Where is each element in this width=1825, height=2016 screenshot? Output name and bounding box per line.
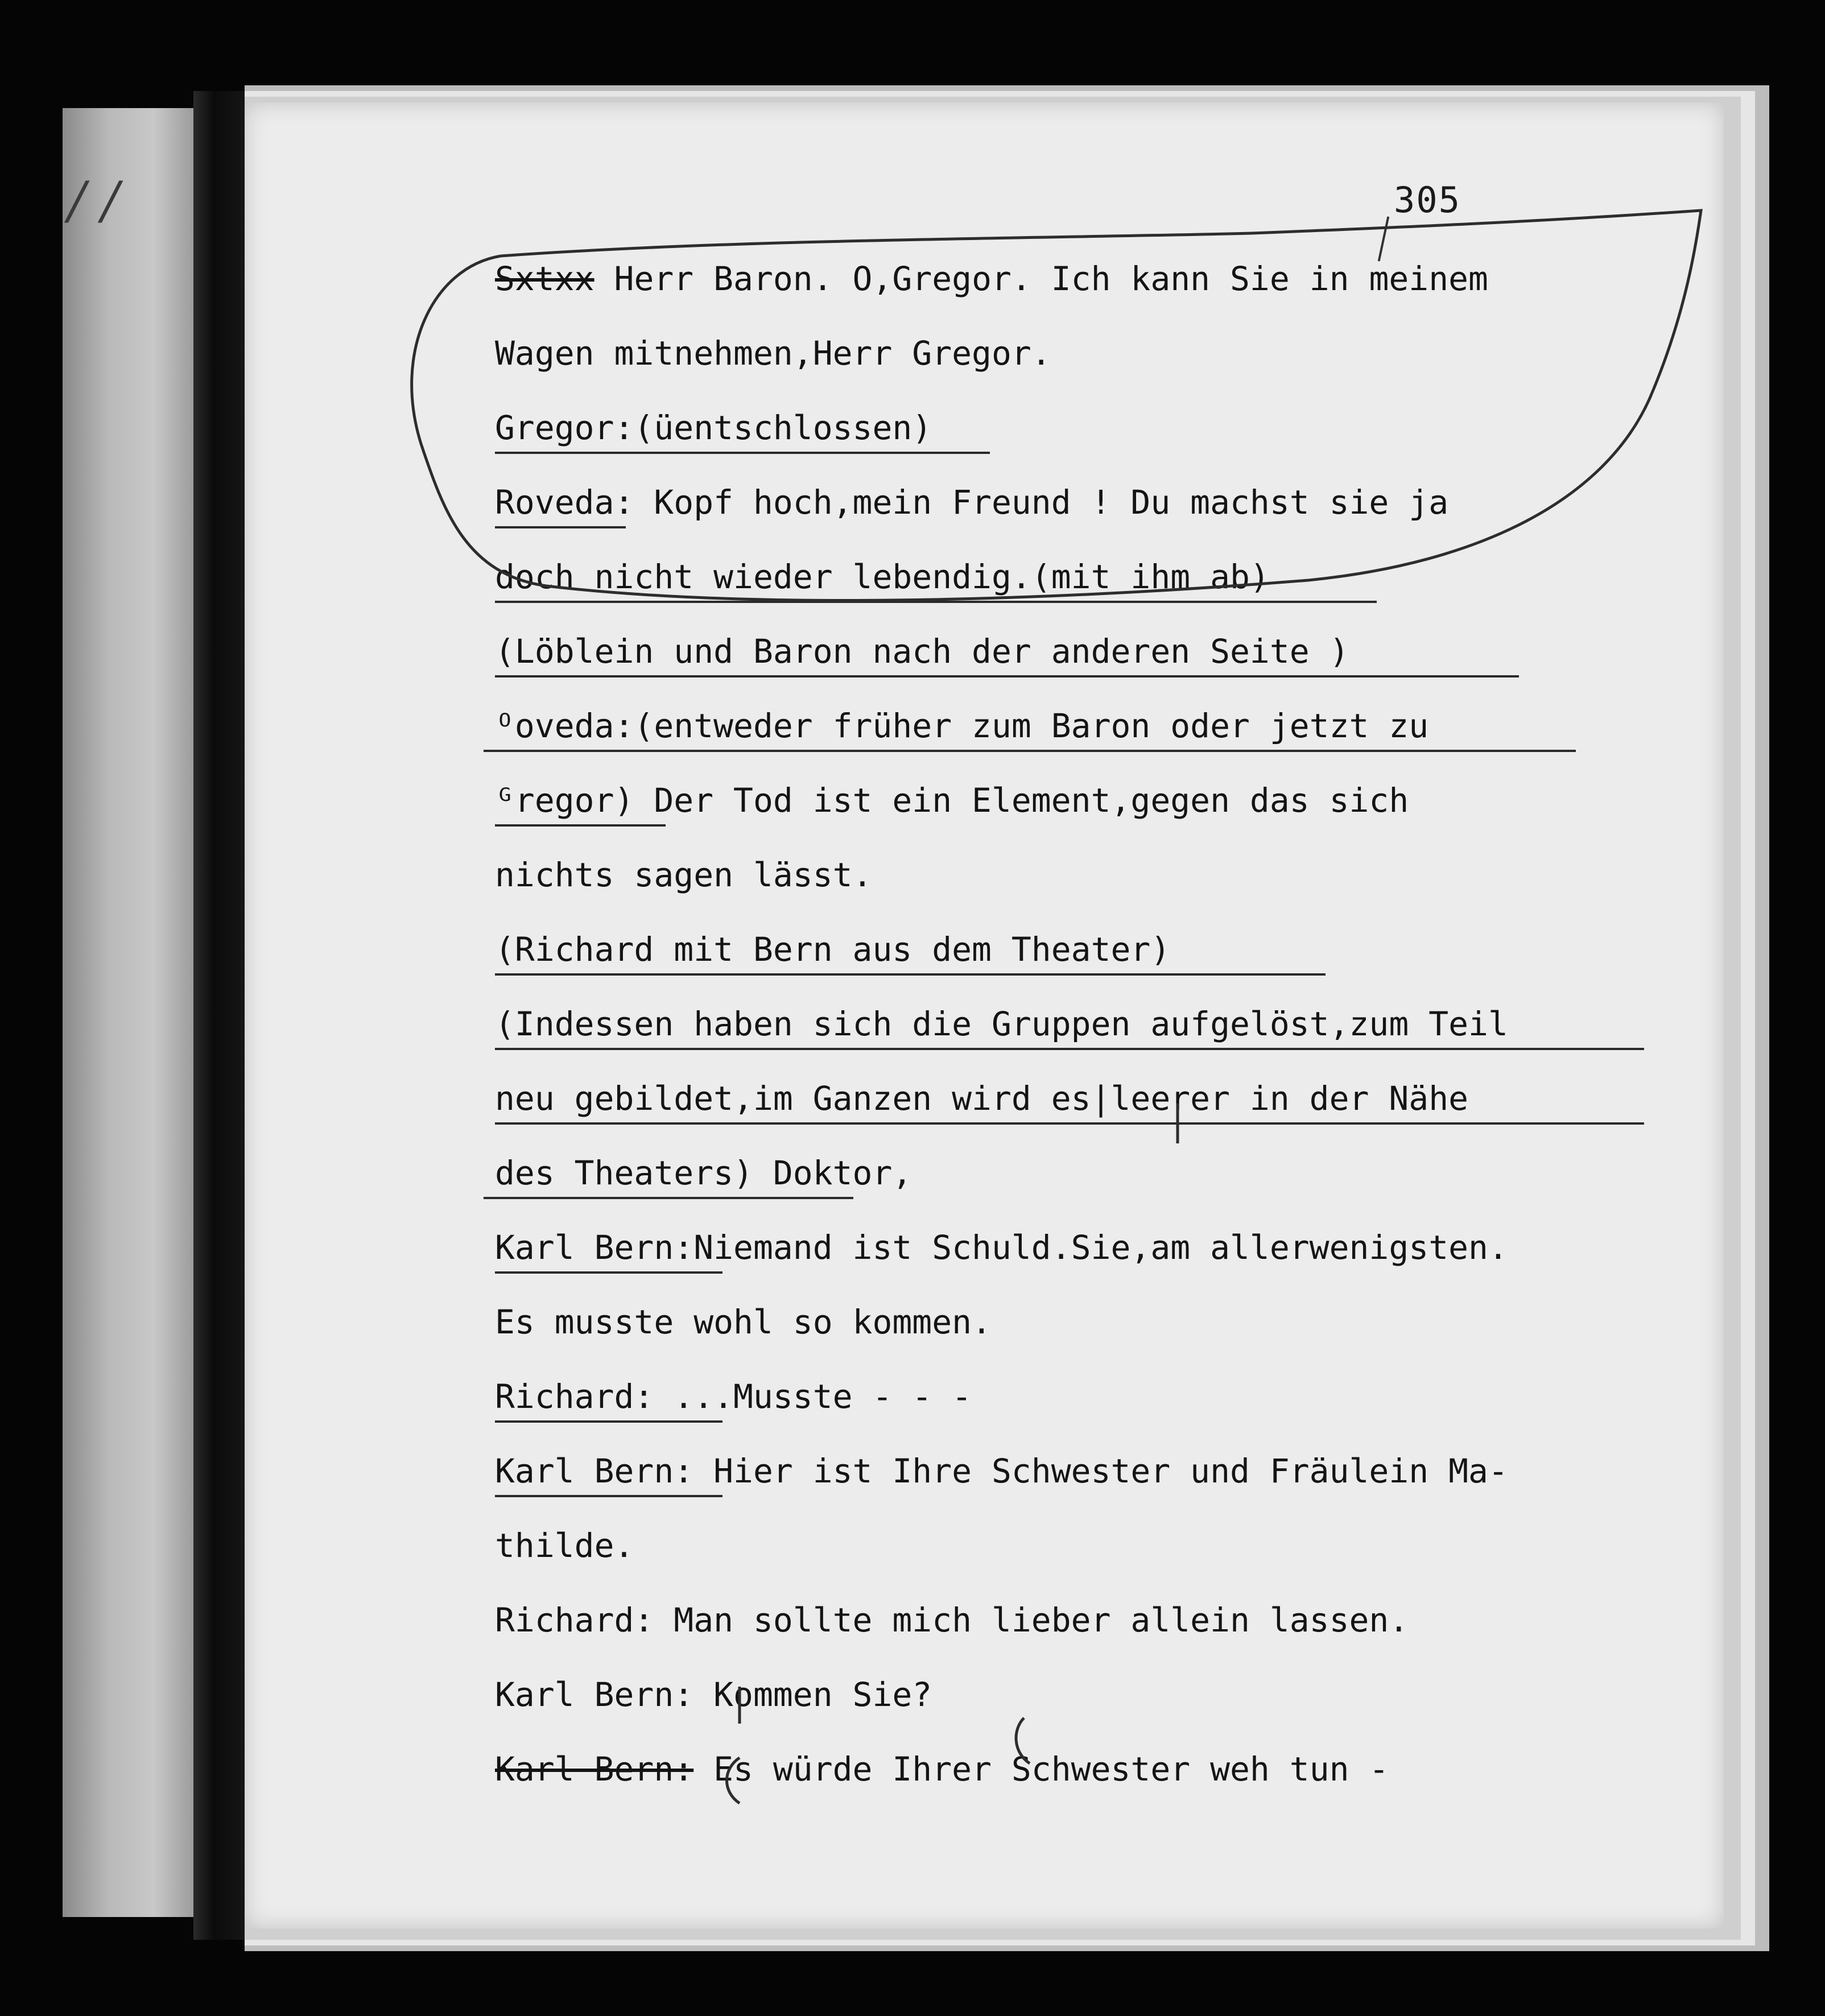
underline <box>495 1271 722 1274</box>
struck-word: Karl Bern: <box>495 1750 694 1788</box>
line-text: Herr Baron. O,Gregor. Ich kann Sie in meinem <box>594 259 1488 298</box>
line-text: nichts sagen lässt. <box>495 856 873 894</box>
text-line <box>495 250 1678 325</box>
typescript-lines <box>495 250 1678 1815</box>
previous-sheet-edge <box>63 108 193 1917</box>
text-line <box>495 772 1678 846</box>
binding-band <box>193 91 245 1940</box>
underline <box>495 1420 722 1423</box>
line-text: Karl Bern: Kommen Sie? <box>495 1675 932 1714</box>
line-text: neu gebildet,im Ganzen wird es|leerer in der Nähe <box>495 1079 1469 1118</box>
line-text: des Theaters) Doktor, <box>495 1154 912 1192</box>
text-line <box>495 1368 1678 1443</box>
text-line <box>495 1666 1678 1741</box>
underline <box>495 452 990 454</box>
text-line <box>495 1517 1678 1592</box>
line-text: (Indessen haben sich die Gruppen aufgelöst,zum Teil <box>495 1005 1508 1043</box>
line-text: ᴳregor) Der Tod ist ein Element,gegen das sich <box>495 781 1409 820</box>
text-line <box>495 399 1678 474</box>
text-line <box>495 1070 1678 1145</box>
line-text: ᴼoveda:(entweder früher zum Baron oder jetzt zu <box>495 707 1429 745</box>
line-text: Karl Bern:Niemand ist Schuld.Sie,am allerwenigsten. <box>495 1228 1508 1267</box>
underline <box>495 824 666 827</box>
underline <box>495 675 1519 677</box>
text-line <box>495 1443 1678 1517</box>
text-line <box>495 623 1678 697</box>
underline <box>495 526 626 528</box>
line-text: Gregor:(üentschlossen) <box>495 408 932 447</box>
underline <box>495 1048 1644 1050</box>
text-line <box>495 1294 1678 1368</box>
line-text: Es würde Ihrer Schwester weh tun - <box>693 1750 1389 1788</box>
text-line <box>495 325 1678 399</box>
text-line <box>495 1592 1678 1666</box>
underline <box>484 1197 853 1199</box>
text-line <box>495 1145 1678 1219</box>
underline <box>495 1495 722 1497</box>
underline <box>495 601 1377 603</box>
underline <box>495 1122 1644 1125</box>
text-line <box>495 1741 1678 1815</box>
line-text: Karl Bern: Hier ist Ihre Schwester und Fräulein Ma- <box>495 1452 1508 1490</box>
line-text: Es musste wohl so kommen. <box>495 1303 992 1341</box>
line-text: (Richard mit Bern aus dem Theater) <box>495 930 1171 969</box>
text-line <box>495 921 1678 995</box>
text-line <box>495 474 1678 548</box>
underline <box>484 750 1576 752</box>
line-text: thilde. <box>495 1526 634 1565</box>
line-text: Roveda: Kopf hoch,mein Freund ! Du machst sie ja <box>495 483 1449 522</box>
underline <box>495 973 1326 976</box>
line-text: (Löblein und Baron nach der anderen Seite ) <box>495 632 1349 671</box>
page-number: 305 <box>1394 179 1461 221</box>
struck-word: Sxtxx <box>495 259 594 298</box>
text-line <box>495 1219 1678 1294</box>
line-text: Wagen mitnehmen,Herr Gregor. <box>495 334 1051 373</box>
text-line <box>495 697 1678 772</box>
line-text: doch nicht wieder lebendig.(mit ihm ab) <box>495 557 1270 596</box>
line-text: Richard: Man sollte mich lieber allein lassen. <box>495 1601 1409 1639</box>
text-line <box>495 846 1678 921</box>
margin-pencil-mark: / / <box>68 171 119 230</box>
text-line <box>495 995 1678 1070</box>
line-text: Richard: ...Musste - - - <box>495 1377 972 1416</box>
text-line <box>495 548 1678 623</box>
